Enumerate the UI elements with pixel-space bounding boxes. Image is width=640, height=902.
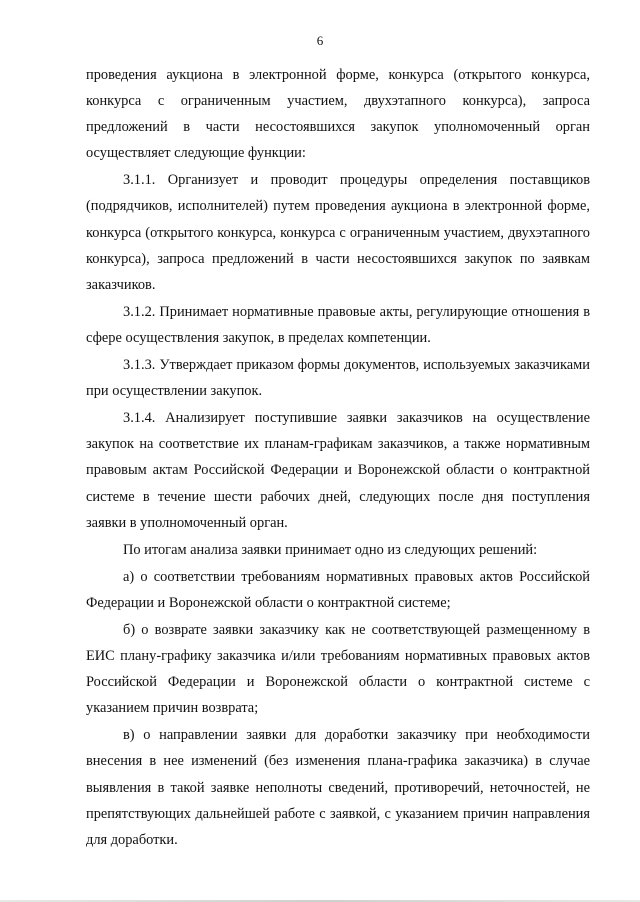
paragraph-3-1-2: 3.1.2. Принимает нормативные правовые акты, регулирующие отношения в сфере осуществления закупок, в пределах компетенции. — [86, 303, 590, 346]
paragraph-3-1-3: 3.1.3. Утверждает приказом формы документов, используемых заказчиками при осуществлении закупок. — [86, 357, 590, 400]
paragraph-3-1-4: 3.1.4. Анализирует поступившие заявки заказчиков на осуществление закупок на соответствие их планам-графикам заказчиков, а также нормативным правовым актам Российской Федерации и Воронежской области о контрактной системе в течение шести рабочих дней, следующих после дня поступления заявки в уполномоченный орган. — [86, 410, 590, 531]
document-body — [86, 62, 590, 853]
paragraph-decisions-intro: По итогам анализа заявки принимает одно из следующих решений: — [123, 541, 538, 558]
paragraph-3-1-1: 3.1.1. Организует и проводит процедуры определения поставщиков (подрядчиков, исполнителей) путем проведения аукциона в электронной форме, конкурса (открытого конкурса, конкурса с ограниченным участием, двухэтапного конкурса), запроса предложений в части несостоявшихся закупок по заявкам заказчиков. — [86, 172, 590, 293]
paragraph-decision-b: б) о возврате заявки заказчику как не соответствующей размещенному в ЕИС плану-графику заказчика и/или требованиям нормативных правовых актов Российской Федерации и Воронежской области о контрактной системе с указанием причин возврата; — [86, 621, 590, 717]
paragraph-intro-continuation: проведения аукциона в электронной форме, конкурса (открытого конкурса, конкурса с ограниченным участием, двухэтапного конкурса), запроса предложений в части несостоявшихся закупок уполномоченный орган осуществляет следующие функции: — [86, 67, 590, 162]
page-number: 6 — [316, 33, 324, 48]
paragraph-decision-c: в) о направлении заявки для доработки заказчику при необходимости внесения в нее изменений (без изменения плана-графика заказчика) в случае выявления в такой заявке неполноты сведений, противоречий, неточностей, не препятствующих дальнейшей работе с заявкой, с указанием причин направления для доработки. — [86, 727, 590, 848]
paragraph-decision-a: а) о соответствии требованиям нормативных правовых актов Российской Федерации и Воронежской области о контрактной системе; — [86, 568, 590, 611]
